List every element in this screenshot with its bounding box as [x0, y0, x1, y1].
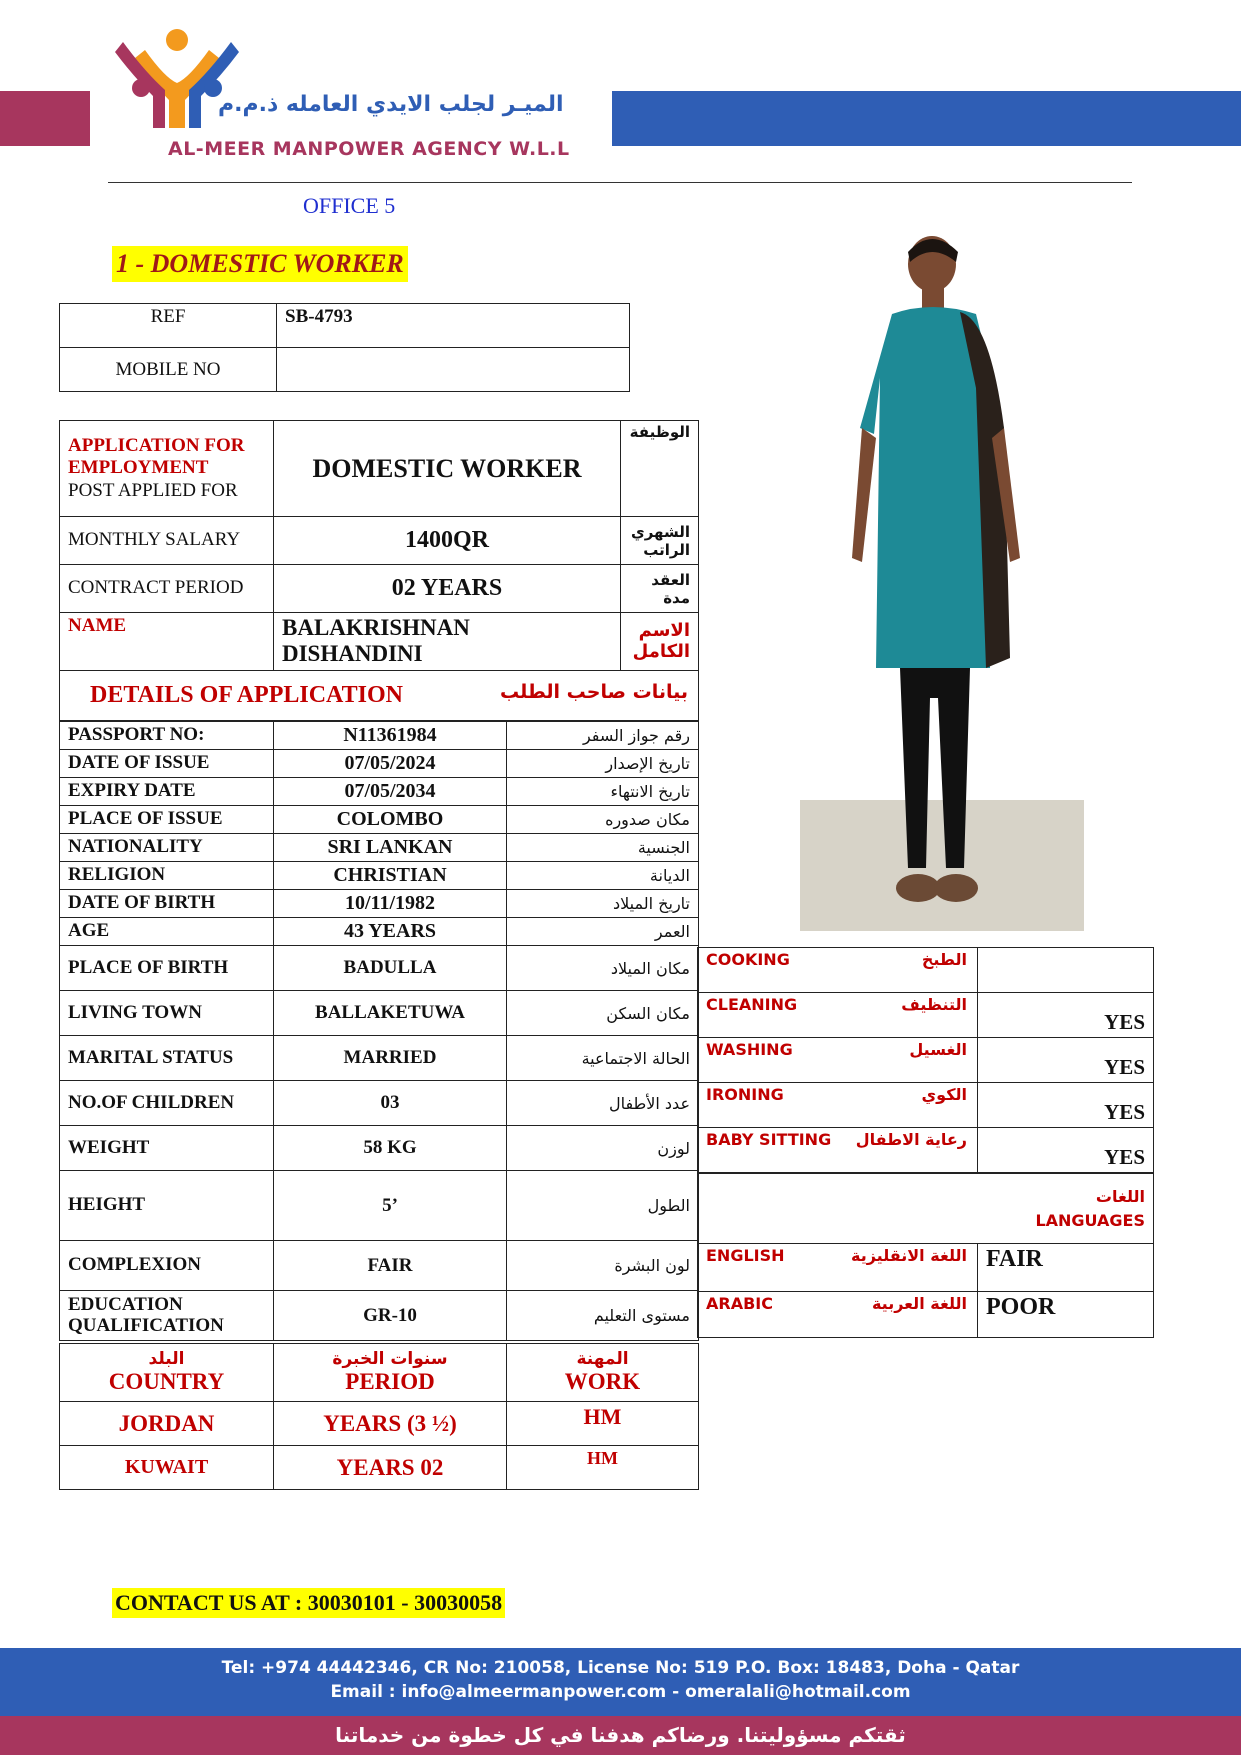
detail-row	[60, 1036, 699, 1081]
detail-value: CHRISTIAN	[274, 862, 507, 890]
detail-arabic: الطول	[507, 1171, 699, 1241]
detail-row	[60, 918, 699, 946]
detail-label: AGE	[60, 918, 274, 946]
detail-value: BALLAKETUWA	[274, 991, 507, 1036]
exp-period-2: YEARS 02	[274, 1446, 507, 1490]
detail-arabic: تاريخ الانتهاء	[507, 778, 699, 806]
skill-arabic: التنظيف	[901, 995, 967, 1014]
detail-row	[60, 1126, 699, 1171]
skill-label: IRONING	[706, 1085, 784, 1104]
period-arabic: سنوات الخبرة	[332, 1348, 448, 1369]
header-bar-right	[612, 91, 1241, 146]
skill-row	[698, 1083, 1154, 1128]
detail-row	[60, 806, 699, 834]
detail-row	[60, 1171, 699, 1241]
language-level: FAIR	[978, 1244, 1154, 1292]
work-arabic: المهنة	[576, 1348, 629, 1369]
mobile-value	[277, 348, 630, 392]
name-arabic: الاسم الكامل	[621, 613, 699, 671]
language-row	[698, 1292, 1154, 1338]
mobile-label: MOBILE NO	[60, 348, 277, 392]
skill-label: BABY SITTING	[706, 1130, 832, 1149]
detail-value: SRI LANKAN	[274, 834, 507, 862]
skill-row	[698, 1038, 1154, 1083]
detail-arabic: تاريخ الإصدار	[507, 750, 699, 778]
detail-arabic: مكان صدوره	[507, 806, 699, 834]
country-header: COUNTRY	[108, 1369, 225, 1395]
detail-label: DATE OF BIRTH	[60, 890, 274, 918]
skill-label: WASHING	[706, 1040, 793, 1059]
skill-value: YES	[978, 1083, 1154, 1128]
detail-label: EXPIRY DATE	[60, 778, 274, 806]
detail-value: 43 YEARS	[274, 918, 507, 946]
language-arabic: اللغة العربية	[871, 1294, 967, 1313]
period-header: PERIOD	[345, 1369, 435, 1395]
skill-arabic: الطبخ	[921, 950, 967, 969]
skill-row	[698, 993, 1154, 1038]
details-heading-arabic: بيانات صاحب الطلب	[500, 680, 688, 703]
detail-value: N11361984	[274, 722, 507, 750]
skills-table	[697, 947, 1154, 1173]
skill-label: COOKING	[706, 950, 790, 969]
language-row	[698, 1244, 1154, 1292]
language-arabic: اللغة الانقليزية	[851, 1246, 967, 1265]
skill-label: CLEANING	[706, 995, 798, 1014]
detail-row	[60, 862, 699, 890]
footer-info	[0, 1648, 1241, 1716]
detail-label: EDUCATION QUALIFICATION	[60, 1291, 274, 1341]
detail-value: BADULLA	[274, 946, 507, 991]
skill-value: YES	[978, 1128, 1154, 1173]
post-applied-arabic: الوظيفة	[621, 421, 699, 517]
language-label: ENGLISH	[706, 1246, 785, 1265]
salary-arabic: الشهري الراتب	[621, 517, 699, 565]
detail-arabic: لوزن	[507, 1126, 699, 1171]
detail-label: PASSPORT NO:	[60, 722, 274, 750]
skill-row	[698, 1128, 1154, 1173]
exp-period-1: YEARS (3 ½)	[274, 1402, 507, 1446]
detail-arabic: الديانة	[507, 862, 699, 890]
detail-value: FAIR	[274, 1241, 507, 1291]
header-bar-left	[0, 91, 90, 146]
detail-label: DATE OF ISSUE	[60, 750, 274, 778]
languages-arabic: اللغات	[1095, 1186, 1146, 1206]
skill-value	[978, 948, 1154, 993]
detail-value: COLOMBO	[274, 806, 507, 834]
salary-value: 1400QR	[274, 517, 621, 565]
application-table	[59, 420, 699, 721]
detail-row	[60, 946, 699, 991]
detail-label: LIVING TOWN	[60, 991, 274, 1036]
detail-label: HEIGHT	[60, 1171, 274, 1241]
detail-row	[60, 778, 699, 806]
company-name-arabic: الميـر لجلب الايدي العامله ذ.م.م	[218, 92, 564, 117]
detail-row	[60, 722, 699, 750]
detail-label: RELIGION	[60, 862, 274, 890]
detail-value: 07/05/2034	[274, 778, 507, 806]
footer-line-1: Tel: +974 44442346, CR No: 210058, License No: 519 P.O. Box: 18483, Doha - Qatar	[221, 1658, 1020, 1678]
contact-banner: CONTACT US AT : 30030101 - 30030058	[112, 1588, 505, 1618]
detail-row	[60, 834, 699, 862]
detail-row	[60, 1081, 699, 1126]
detail-value: 03	[274, 1081, 507, 1126]
detail-row	[60, 890, 699, 918]
post-applied-label: POST APPLIED FOR	[68, 479, 238, 501]
skill-arabic: رعاية الاطفال	[855, 1130, 967, 1149]
detail-label: MARITAL STATUS	[60, 1036, 274, 1081]
skill-value: YES	[978, 993, 1154, 1038]
application-label: APPLICATION FOR EMPLOYMENT	[68, 434, 245, 479]
detail-label: PLACE OF ISSUE	[60, 806, 274, 834]
footer-line-2: Email : info@almeermanpower.com - omeralali@hotmail.com	[330, 1682, 911, 1702]
detail-arabic: تاريخ الميلاد	[507, 890, 699, 918]
contract-value: 02 YEARS	[274, 565, 621, 613]
detail-arabic: لون البشرة	[507, 1241, 699, 1291]
details-heading: DETAILS OF APPLICATION	[90, 681, 403, 708]
ref-table	[59, 303, 630, 392]
detail-value: 10/11/1982	[274, 890, 507, 918]
ref-label: REF	[60, 304, 277, 348]
header-divider	[108, 182, 1132, 183]
country-arabic: البلد	[148, 1348, 185, 1369]
language-level: POOR	[978, 1292, 1154, 1338]
company-name-english: AL-MEER MANPOWER AGENCY W.L.L	[168, 138, 570, 160]
language-label: ARABIC	[706, 1294, 773, 1313]
exp-country-1: JORDAN	[60, 1402, 274, 1446]
worker-photo	[800, 228, 1084, 931]
exp-work-1: HM	[507, 1402, 699, 1446]
skill-value: YES	[978, 1038, 1154, 1083]
office-label: OFFICE 5	[303, 193, 396, 218]
post-applied-value: DOMESTIC WORKER	[274, 421, 621, 517]
detail-value: 58 KG	[274, 1126, 507, 1171]
detail-arabic: رقم جواز السفر	[507, 722, 699, 750]
details-table	[59, 721, 699, 1341]
company-logo-icon	[115, 28, 240, 138]
detail-value: 07/05/2024	[274, 750, 507, 778]
detail-arabic: عدد الأطفال	[507, 1081, 699, 1126]
detail-value: 5’	[274, 1171, 507, 1241]
skill-arabic: الكوي	[921, 1085, 967, 1104]
detail-label: COMPLEXION	[60, 1241, 274, 1291]
detail-arabic: الحالة الاجتماعية	[507, 1036, 699, 1081]
detail-arabic: مكان السكن	[507, 991, 699, 1036]
languages-heading: LANGUAGES	[1035, 1210, 1146, 1230]
skill-arabic: الغسيل	[909, 1040, 967, 1059]
detail-label: NATIONALITY	[60, 834, 274, 862]
contract-label: CONTRACT PERIOD	[60, 565, 274, 613]
detail-value: MARRIED	[274, 1036, 507, 1081]
work-header: WORK	[564, 1369, 641, 1395]
detail-arabic: العمر	[507, 918, 699, 946]
salary-label: MONTHLY SALARY	[60, 517, 274, 565]
experience-table	[59, 1343, 699, 1490]
skill-row	[698, 948, 1154, 993]
detail-label: WEIGHT	[60, 1126, 274, 1171]
name-label: NAME	[60, 613, 274, 671]
detail-arabic: الجنسية	[507, 834, 699, 862]
ref-value: SB-4793	[277, 304, 630, 348]
exp-work-2: HM	[507, 1446, 699, 1490]
footer-slogan: ثقتكم مسؤوليتنا. ورضاكم هدفنا في كل خطوة من خدماتنا	[0, 1716, 1241, 1755]
detail-arabic: مستوى التعليم	[507, 1291, 699, 1341]
languages-table	[697, 1173, 1154, 1338]
contract-arabic: العقد مدة	[621, 565, 699, 613]
detail-label: PLACE OF BIRTH	[60, 946, 274, 991]
worker-photo-image	[800, 228, 1084, 931]
detail-row	[60, 1291, 699, 1341]
detail-row	[60, 1241, 699, 1291]
exp-country-2: KUWAIT	[60, 1446, 274, 1490]
page-title: 1 - DOMESTIC WORKER	[112, 246, 408, 282]
detail-row	[60, 991, 699, 1036]
detail-row	[60, 750, 699, 778]
detail-value: GR-10	[274, 1291, 507, 1341]
detail-arabic: مكان الميلاد	[507, 946, 699, 991]
name-value: BALAKRISHNAN DISHANDINI	[274, 613, 621, 671]
detail-label: NO.OF CHILDREN	[60, 1081, 274, 1126]
